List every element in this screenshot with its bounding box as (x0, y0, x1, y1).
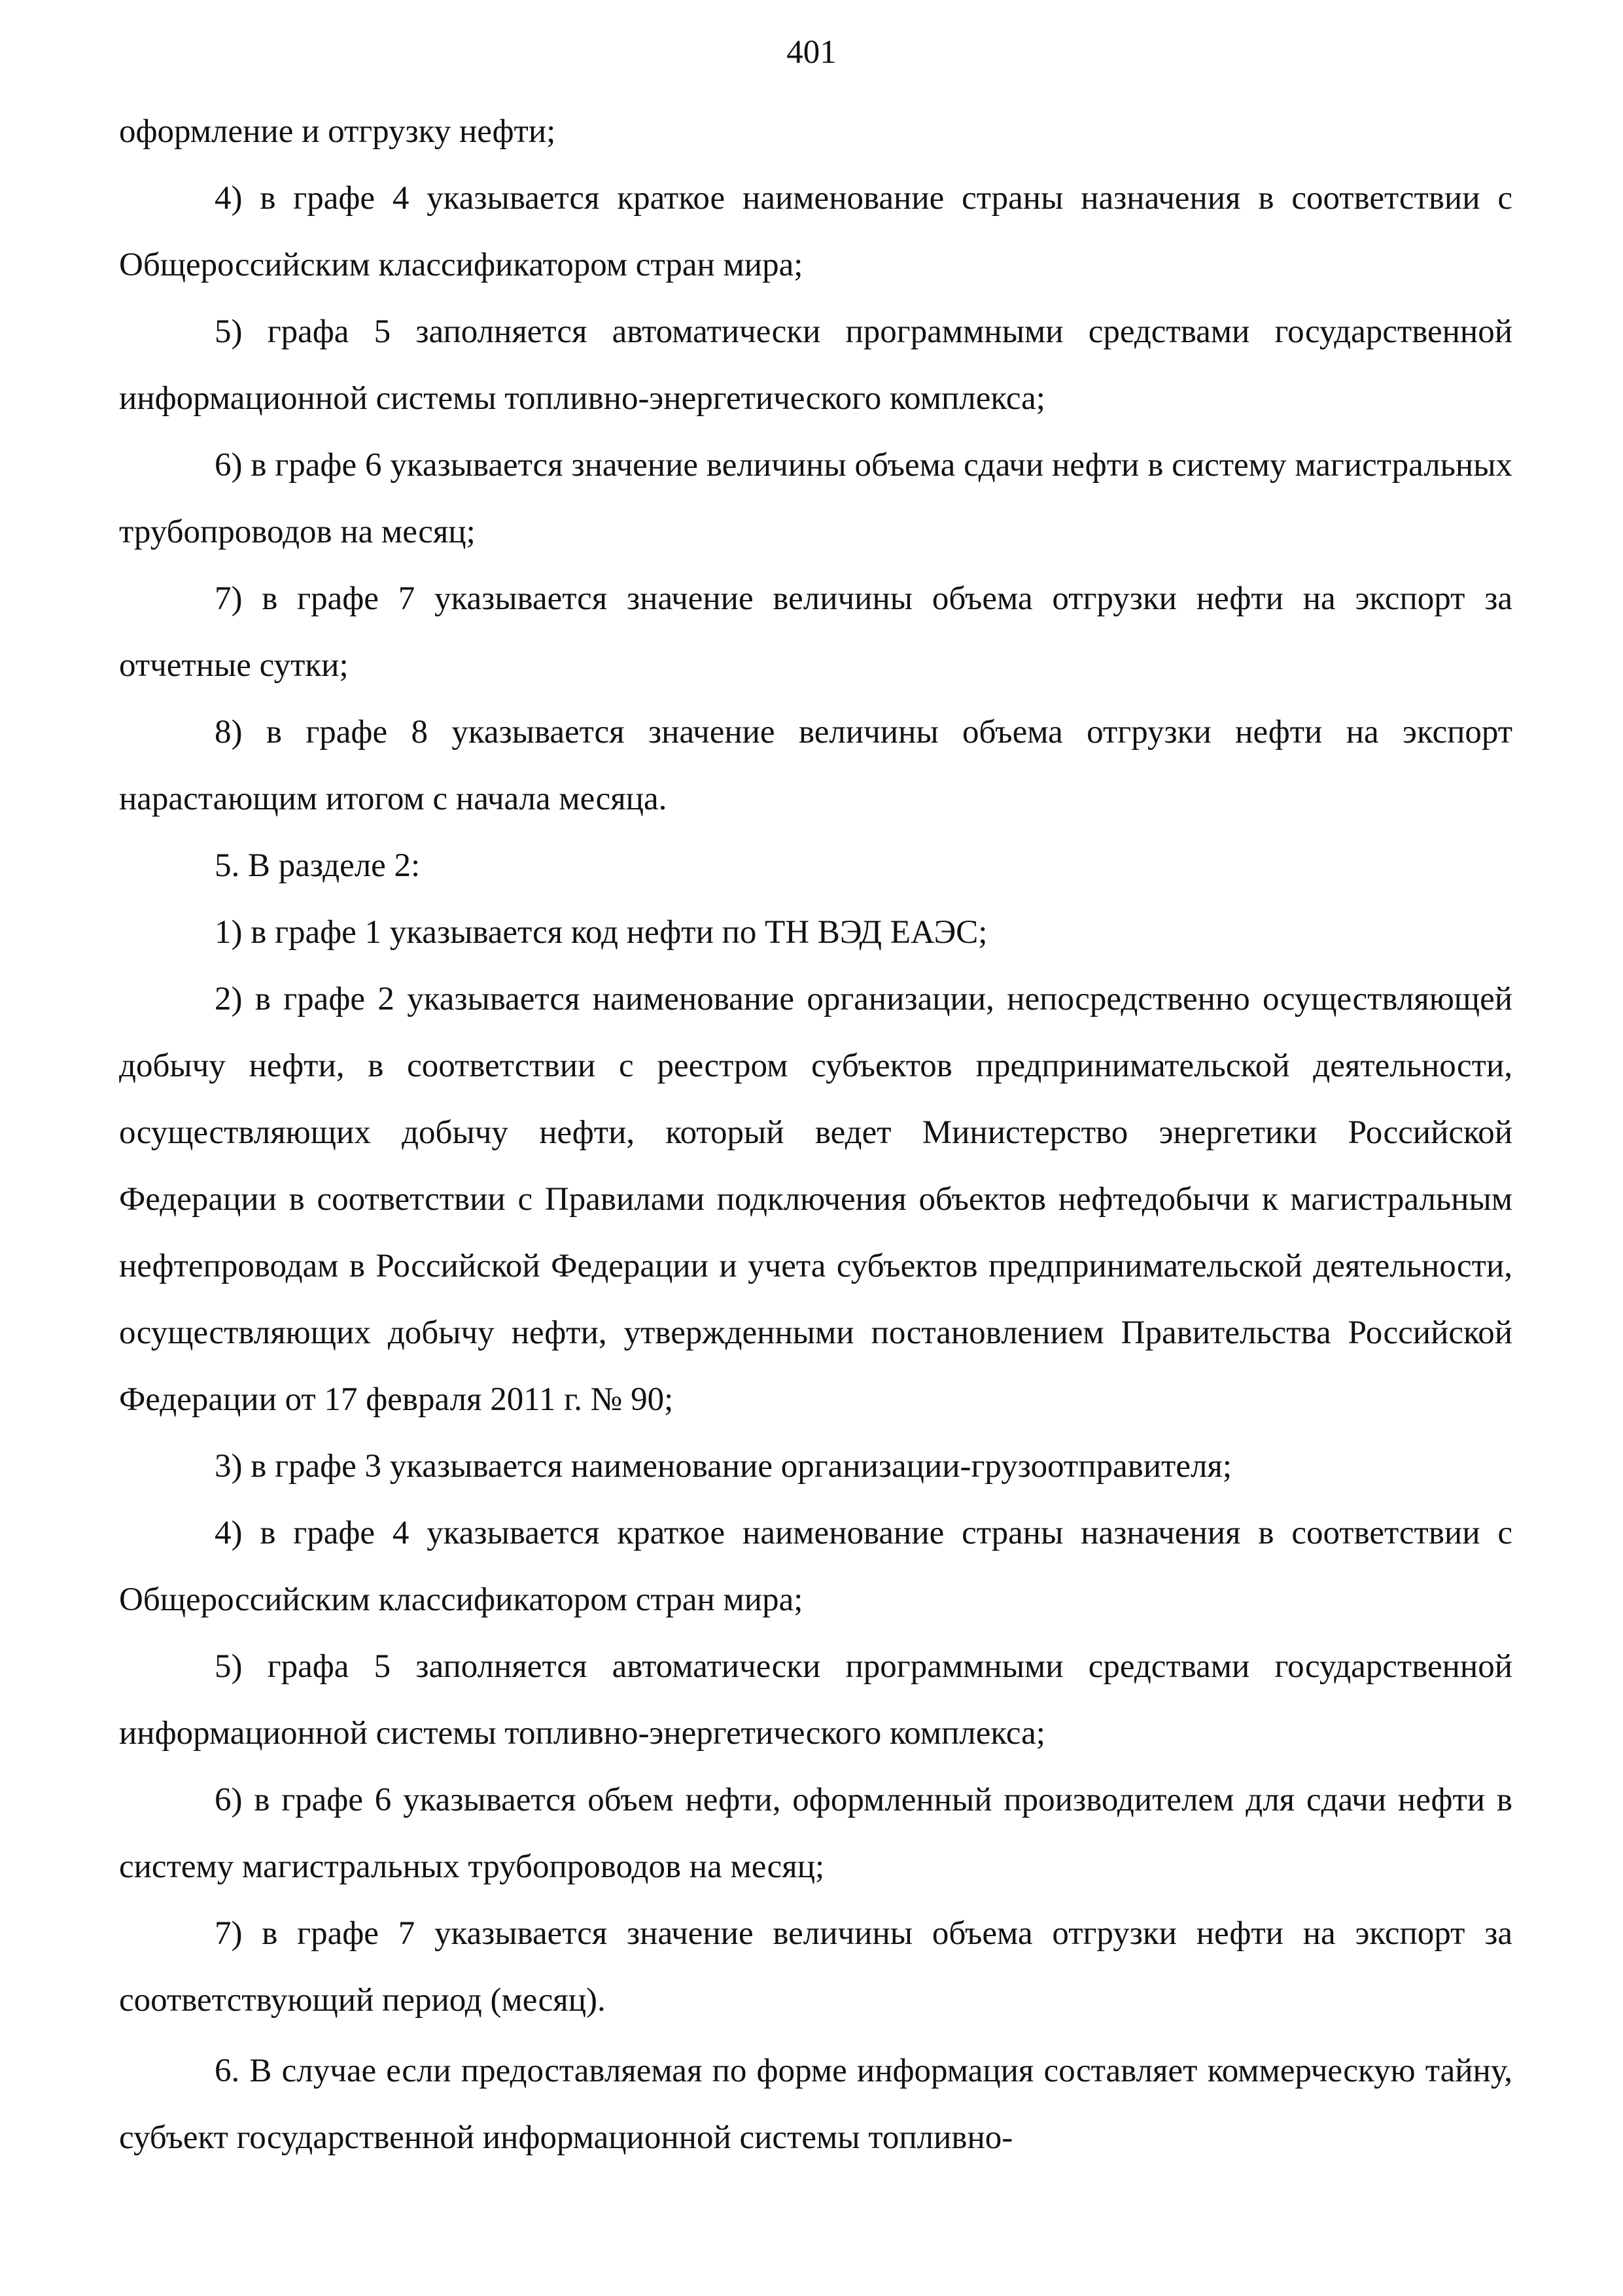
section2-item-5: 5) графа 5 заполняется автоматически программными средствами государственной информационной системы топливно-энергетического комплекса; (119, 1648, 1512, 1752)
section2-item-3: 3) в графе 3 указывается наименование организации-грузоотправителя; (215, 1448, 1232, 1485)
section1-item-7: 7) в графе 7 указывается значение величины объема отгрузки нефти на экспорт за отчетные сутки; (119, 580, 1512, 684)
section2-item-6: 6) в графе 6 указывается объем нефти, оформленный производителем для сдачи нефти в систему магистральных трубопроводов на месяц; (119, 1782, 1512, 1885)
point-6-paragraph: 6. В случае если предоставляемая по форме информация составляет коммерческую тайну, субъект государственной информационной системы топливно- (119, 2053, 1512, 2156)
section1-item-5: 5) графа 5 заполняется автоматически программными средствами государственной информационной системы топливно-энергетического комплекса; (119, 313, 1512, 417)
section2-heading: 5. В разделе 2: (215, 847, 421, 884)
section2-item-4: 4) в графе 4 указывается краткое наименование страны назначения в соответствии с Общероссийским классификатором стран мира; (119, 1515, 1512, 1618)
document-body (119, 98, 1512, 2171)
section2-item-7: 7) в графе 7 указывается значение величины объема отгрузки нефти на экспорт за соответствующий период (месяц). (119, 1915, 1512, 2019)
section1-item-8: 8) в графе 8 указывается значение величины объема отгрузки нефти на экспорт нарастающим итогом с начала месяца. (119, 714, 1512, 817)
section2-item-2: 2) в графе 2 указывается наименование организации, непосредственно осуществляющей добычу нефти, в соответствии с реестром субъектов предпринимательской деятельности, осуществляющих добычу нефти, который ведет Министерство энергетики Российской Федерации в соответствии с Правилами подключения объектов нефтедобычи к магистральным нефтепроводам в Российской Федерации и учета субъектов предпринимательской деятельности, осуществляющих добычу нефти, утвержденными постановлением Правительства Российской Федерации от 17 февраля 2011 г. № 90; (119, 981, 1512, 1418)
section2-item-1: 1) в графе 1 указывается код нефти по ТН ВЭД ЕАЭС; (215, 914, 988, 951)
paragraph-continuation: оформление и отгрузку нефти; (119, 113, 556, 150)
page-number: 401 (786, 34, 837, 71)
section1-item-6: 6) в графе 6 указывается значение величины объема сдачи нефти в систему магистральных трубопроводов на месяц; (119, 447, 1512, 550)
section1-item-4: 4) в графе 4 указывается краткое наименование страны назначения в соответствии с Общероссийским классификатором стран мира; (119, 180, 1512, 283)
